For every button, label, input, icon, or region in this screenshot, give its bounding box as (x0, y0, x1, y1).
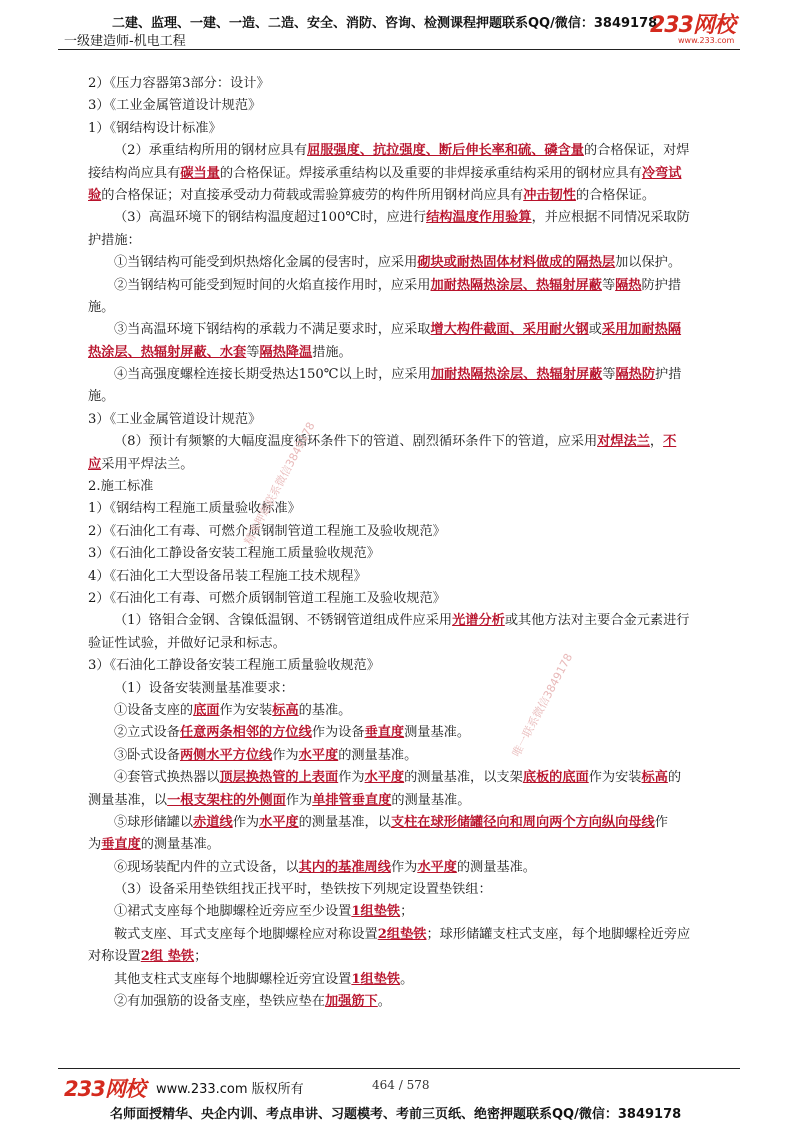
text-segment: 施。 (88, 299, 115, 315)
text-line (88, 566, 744, 588)
text-line (88, 431, 744, 453)
text-segment: 作为 (338, 770, 365, 786)
text-segment: 的测量基准。 (338, 747, 418, 763)
text-segment: （1）设备安装测量基准要求： (114, 680, 294, 696)
text-line (88, 275, 744, 297)
text-segment: 作为 (285, 792, 313, 808)
text-segment: 测量基准，以 (88, 792, 168, 808)
highlighted-keyword: 垂直度 (101, 837, 141, 853)
text-segment: 3）《石油化工静设备安装工程施工质量验收规范》 (88, 658, 380, 674)
text-segment: 3）《石油化工静设备安装工程施工质量验收规范》 (88, 546, 380, 562)
text-segment: 作为 (272, 747, 299, 763)
text-line (88, 700, 744, 722)
text-segment: 测量基准。 (404, 725, 471, 741)
text-segment: 作为设备 (311, 725, 365, 741)
text-segment: 的测量基准。 (391, 792, 471, 808)
highlighted-keyword: 水平度 (417, 859, 457, 875)
text-segment: ①当钢结构可能受到炽热熔化金属的侵害时，应采用 (114, 255, 418, 271)
logo-brand-text: 233网校 (650, 13, 735, 38)
highlighted-keyword: 一根支架柱的外侧面 (167, 792, 286, 808)
watermark-text: 精准押题联系微信3849178 (241, 419, 318, 548)
text-segment: 的测量基准。 (140, 837, 220, 853)
highlighted-keyword: 冷弯试 (641, 165, 682, 181)
highlighted-keyword: 加强筋下 (325, 994, 378, 1010)
text-line (88, 946, 744, 968)
text-line (88, 163, 744, 185)
logo-url-text: www.233.com (678, 36, 735, 45)
highlighted-keyword: 砌块或耐热固体材料做成的隔热层 (417, 255, 616, 271)
text-segment: 接结构尚应具有 (88, 165, 181, 181)
document-body (88, 73, 744, 1013)
highlighted-keyword: 光谱分析 (452, 613, 505, 629)
text-segment: 护措 (655, 367, 682, 383)
page-number: 464 / 578 (372, 1078, 430, 1092)
text-segment: 防护措 (641, 277, 682, 293)
text-segment: 2）《石油化工有毒、可燃介质钢制管道工程施工及验收规范》 (88, 523, 446, 539)
highlighted-keyword: 对焊法兰 (597, 434, 650, 450)
highlighted-keyword: 任意两条相邻的方位线 (179, 725, 312, 741)
highlighted-keyword: 不 (663, 434, 677, 450)
text-segment: 作为 (390, 859, 418, 875)
footer-divider (58, 1068, 740, 1069)
text-segment: 的合格保证。 (575, 187, 656, 203)
footer-brand-logo: 233网校 (64, 1077, 145, 1101)
highlighted-keyword: 其内的基准周线 (298, 859, 391, 875)
text-line (88, 118, 744, 140)
highlighted-keyword: 隔热降温 (259, 344, 313, 360)
text-line (88, 252, 744, 274)
header-contact-text: 二建、监理、一建、一造、二造、安全、消防、咨询、检测课程押题联系QQ/微信：3849178 (112, 16, 658, 31)
highlighted-keyword: 支柱在球形储罐径向和周向两个方向纵向母线 (390, 814, 655, 830)
highlighted-keyword: 底板的底面 (522, 770, 589, 786)
text-line (88, 95, 744, 117)
text-segment: 的 (667, 770, 682, 786)
text-segment: 等 (601, 277, 616, 293)
highlighted-keyword: 顶层换热管的上表面 (219, 770, 339, 786)
footer-promo-text: 名师面授精华、央企内训、考点串讲、习题模考、考前三页纸、绝密押题联系QQ/微信：3849178 (110, 1107, 682, 1122)
text-segment: （3）设备采用垫铁组找正找平时，垫铁按下列规定设置垫铁组： (114, 882, 492, 898)
text-line (88, 767, 744, 789)
highlighted-keyword: 加耐热隔热涂层、热辐射屏蔽 (430, 367, 603, 383)
text-line (88, 386, 744, 408)
text-segment: ；球形储罐支柱式支座，每个地脚螺栓近旁应 (426, 926, 691, 942)
text-segment: 作为 (232, 814, 260, 830)
text-segment: 作为安装 (219, 702, 273, 718)
text-segment: ⑥现场装配内件的立式设备，以 (114, 859, 299, 875)
text-segment: ①设备支座的 (114, 702, 194, 718)
text-line (88, 185, 744, 207)
text-line (88, 409, 744, 431)
text-line (88, 745, 744, 767)
text-line (88, 834, 744, 856)
text-line (88, 678, 744, 700)
highlighted-keyword: 采用加耐热隔 (601, 322, 682, 338)
text-segment: ④套管式换热器以 (114, 770, 220, 786)
text-segment: 的测量基准。 (456, 859, 536, 875)
text-segment: ③卧式设备 (114, 747, 180, 763)
text-line (88, 655, 744, 677)
text-segment: ①裙式支座每个地脚螺栓近旁应至少设置 (114, 904, 352, 920)
text-segment: ； (194, 949, 208, 965)
text-line (88, 521, 744, 543)
highlighted-keyword: 冲击韧性 (523, 187, 576, 203)
text-line (88, 364, 744, 386)
highlighted-keyword: 2组 垫铁 (140, 949, 195, 965)
highlighted-keyword: 应 (88, 456, 102, 472)
text-line (88, 610, 744, 632)
text-segment: 护措施： (88, 232, 141, 248)
text-segment: 措施。 (312, 344, 352, 360)
text-line (88, 73, 744, 95)
text-line (88, 207, 744, 229)
text-segment: 的测量基准，以支架 (404, 770, 523, 786)
text-segment: 加以保护。 (615, 255, 682, 271)
text-line (88, 319, 744, 341)
text-segment: 采用平焊法兰。 (101, 456, 194, 472)
text-segment: 施。 (88, 389, 115, 405)
text-segment: 等 (246, 344, 260, 360)
highlighted-keyword: 验 (88, 187, 102, 203)
text-line (88, 722, 744, 744)
text-segment: （8）预计有频繁的大幅度温度循环条件下的管道、剧烈循环条件下的管道，应采用 (114, 434, 598, 450)
watermark-text: 唯一联系微信3849178 (509, 651, 576, 760)
text-segment: ②有加强筋的设备支座，垫铁应垫在 (114, 994, 325, 1010)
highlighted-keyword: 隔热防 (615, 367, 656, 383)
text-segment: 对称设置 (88, 949, 141, 965)
text-segment: ②当钢结构可能受到短时间的火焰直接作用时，应采用 (114, 277, 431, 293)
highlighted-keyword: 1组垫铁 (351, 904, 401, 920)
highlighted-keyword: 单排管垂直度 (312, 792, 392, 808)
text-line (88, 588, 744, 610)
text-segment: 等 (602, 367, 616, 383)
text-line (88, 140, 744, 162)
text-segment: 的合格保证，对焊 (583, 143, 690, 159)
text-line (88, 633, 744, 655)
text-segment: 或其他方法对主要合金元素进行 (504, 613, 690, 629)
highlighted-keyword: 屈服强度、抗拉强度、断后伸长率和硫、磷含量 (307, 143, 584, 159)
text-segment: ，并应根据不同情况采取防 (531, 210, 690, 226)
text-segment: 其他支柱式支座每个地脚螺栓近旁宜设置 (114, 971, 352, 987)
highlighted-keyword: 加耐热隔热涂层、热辐射屏蔽 (430, 277, 602, 293)
highlighted-keyword: 水平度 (364, 770, 405, 786)
text-segment: 或 (588, 322, 602, 338)
highlighted-keyword: 碳当量 (180, 165, 220, 181)
highlighted-keyword: 结构温度作用验算 (426, 210, 532, 226)
highlighted-keyword: 标高 (641, 770, 668, 786)
header-divider (58, 49, 740, 50)
highlighted-keyword: 赤道线 (193, 814, 233, 830)
text-segment: （3）高温环境下的钢结构温度超过100℃时，应进行 (114, 210, 427, 226)
text-segment: ； (400, 904, 414, 920)
text-line (88, 991, 744, 1013)
text-line (88, 342, 744, 364)
text-segment: 鞍式支座、耳式支座每个地脚螺栓应对称设置 (114, 926, 378, 942)
highlighted-keyword: 热涂层、热辐射屏蔽、水套 (88, 344, 247, 360)
footer-copyright: www.233.com 版权所有 (156, 1082, 304, 1097)
header-subtitle: 一级建造师-机电工程 (64, 34, 186, 49)
text-line (88, 879, 744, 901)
text-segment: 1）《钢结构工程施工质量验收标准》 (88, 501, 301, 517)
text-line (88, 476, 744, 498)
text-segment: 的测量基准，以 (298, 814, 391, 830)
text-segment: 4）《石油化工大型设备吊装工程施工技术规程》 (88, 568, 367, 584)
text-segment: ③当高温环境下钢结构的承载力不满足要求时，应采取 (114, 322, 431, 338)
text-line (88, 812, 744, 834)
highlighted-keyword: 水平度 (259, 814, 299, 830)
text-segment: 的合格保证；对直接承受动力荷载或需验算疲劳的构件所用钢材尚应具有 (101, 187, 524, 203)
text-segment: 3）《工业金属管道设计规范》 (88, 411, 262, 427)
highlighted-keyword: 标高 (272, 702, 299, 718)
text-segment: 2）《石油化工有毒、可燃介质钢制管道工程施工及验收规范》 (88, 590, 446, 606)
text-segment: ， (649, 434, 664, 450)
text-segment: 的合格保证。焊接承重结构以及重要的非焊接承重结构采用的钢材应具有 (219, 165, 642, 181)
text-segment: 。 (377, 994, 391, 1010)
text-segment: 。 (400, 971, 414, 987)
text-segment: 2）《压力容器第3部分：设计》 (88, 76, 270, 91)
text-line (88, 543, 744, 565)
text-segment: 为 (88, 837, 102, 853)
highlighted-keyword: 水平度 (298, 747, 339, 763)
highlighted-keyword: 2组垫铁 (377, 926, 427, 942)
text-line (88, 857, 744, 879)
text-segment: 1）《钢结构设计标准》 (88, 120, 222, 136)
highlighted-keyword: 垂直度 (364, 725, 405, 741)
brand-logo (650, 8, 740, 48)
text-line (88, 969, 744, 991)
text-segment: ④当高强度螺栓连接长期受热达150℃以上时，应采用 (114, 367, 431, 383)
text-line (88, 924, 744, 946)
text-segment: 作 (654, 814, 668, 830)
text-segment: ⑤球形储罐以 (114, 814, 194, 830)
text-line (88, 790, 744, 812)
highlighted-keyword: 隔热 (615, 277, 642, 293)
highlighted-keyword: 两侧水平方位线 (179, 747, 273, 763)
text-segment: 2.施工标准 (88, 479, 154, 495)
text-segment: 的基准。 (298, 702, 352, 718)
text-segment: 3）《工业金属管道设计规范》 (88, 98, 262, 114)
text-line (88, 454, 744, 476)
highlighted-keyword: 底面 (193, 702, 220, 718)
highlighted-keyword: 1组垫铁 (351, 971, 401, 987)
text-line (88, 498, 744, 520)
text-segment: （2）承重结构所用的钢材应具有 (114, 143, 308, 159)
text-line (88, 230, 744, 252)
highlighted-keyword: 增大构件截面、采用耐火钢 (430, 322, 589, 338)
text-line (88, 297, 744, 319)
text-segment: ②立式设备 (114, 725, 180, 741)
text-segment: 验证性试验，并做好记录和标志。 (88, 635, 286, 651)
text-line (88, 901, 744, 923)
text-segment: （1）铬钼合金钢、含镍低温钢、不锈钢管道组成件应采用 (114, 613, 453, 629)
text-segment: 作为安装 (588, 770, 642, 786)
